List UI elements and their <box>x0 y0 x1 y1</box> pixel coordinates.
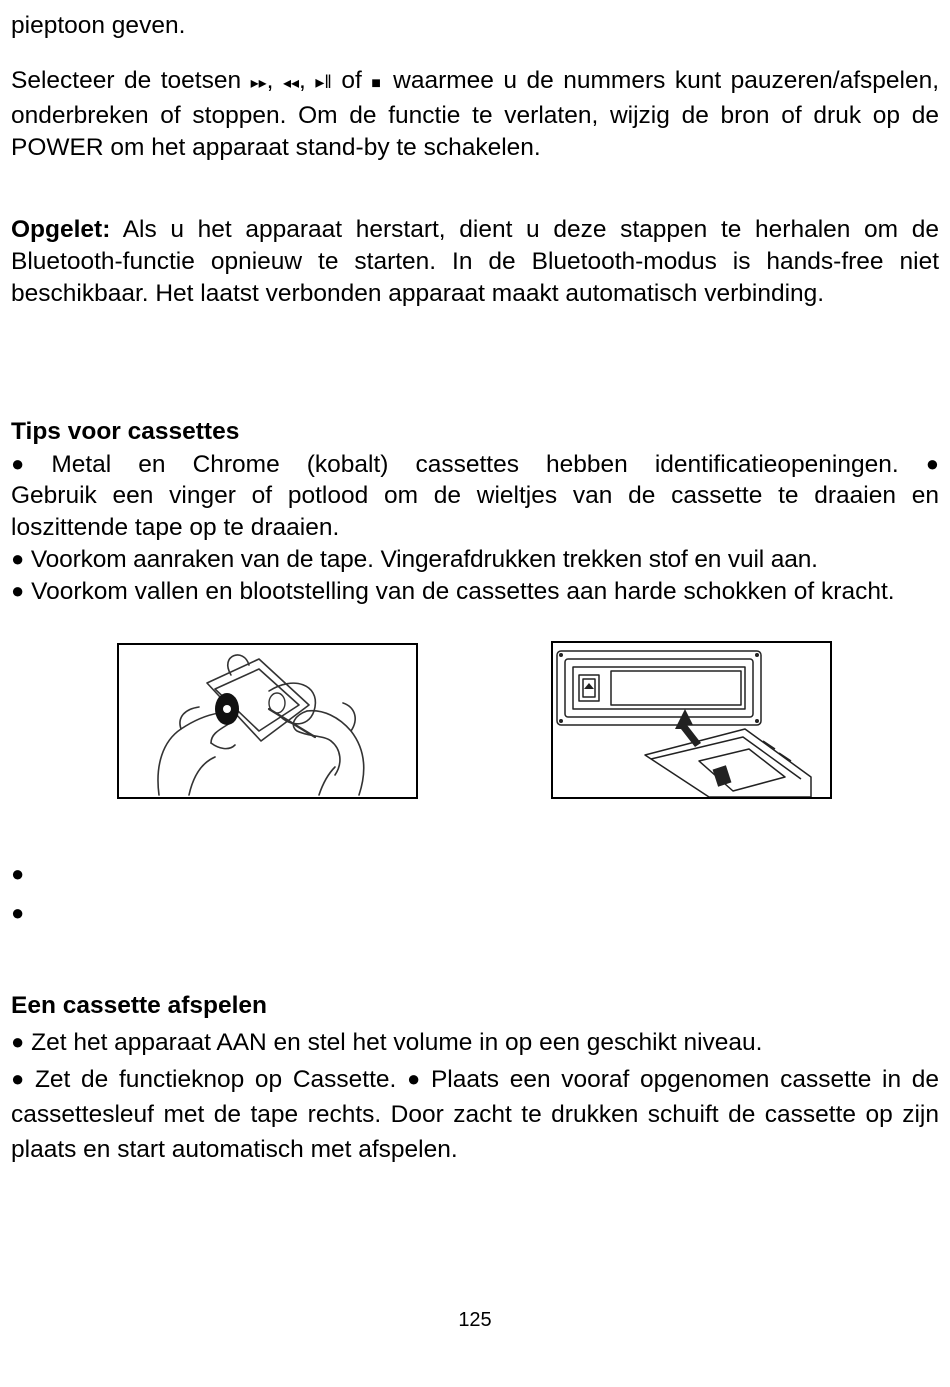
play-cassette-heading: Een cassette afspelen <box>11 992 268 1019</box>
play-text-1: Zet het apparaat AAN en stel het volume in op een geschikt niveau. <box>31 1029 763 1056</box>
warning-paragraph <box>11 214 939 310</box>
bullet-icon: ● <box>11 451 25 476</box>
bullet-icon: ● <box>11 546 25 571</box>
rewind-icon: ◂◂ <box>282 75 300 92</box>
bullet-icon: ● <box>11 1029 25 1054</box>
tip-line-4 <box>11 575 939 608</box>
select-paragraph: Selecteer de toetsen ▸▸, ◂◂, ▸‖ of ■ waarmee u de nummers kunt pauzeren/afspelen, onderbreken of stoppen. Om de functie te verlaten, wijzig de bron of druk op de POWER om het apparaat stand-by te schakelen. <box>11 67 940 161</box>
bullet-icon: ● <box>925 451 939 476</box>
cassette-tips-heading: Tips voor cassettes <box>11 418 240 445</box>
cassette-insertion-illustration <box>551 641 832 799</box>
hand-winding-tape-icon <box>119 645 416 797</box>
tip-text-1: Metal en Chrome (kobalt) cassettes hebben identificatieopeningen. <box>51 451 899 478</box>
page-number: 125 <box>458 1309 492 1331</box>
intro-line: pieptoon geven. <box>11 12 186 39</box>
bullet-icon: ● <box>11 861 25 886</box>
cassette-winding-illustration <box>117 643 418 799</box>
tip-text-4: Voorkom vallen en blootstelling van de cassettes aan harde schokken of kracht. <box>31 578 895 605</box>
fast-forward-icon: ▸▸ <box>250 75 267 92</box>
cassette-slot-icon <box>553 643 830 797</box>
tip-line-3 <box>11 543 950 576</box>
stop-icon: ■ <box>371 75 384 92</box>
play-line-1 <box>11 1026 763 1059</box>
bullet-icon: ● <box>11 900 25 925</box>
bullet-icon: ● <box>11 578 25 603</box>
warning-label: Opgelet: <box>11 216 111 243</box>
play-text-3: Plaats een vooraf opgenomen cassette in de cassettesleuf met de tape rechts. Door zacht te drukken schuift de cassette op zijn plaats en start automatisch met afspelen. <box>11 1066 939 1163</box>
tip-text-2: Gebruik een vinger of potlood om de wieltjes van de cassette te draaien en loszittende tape op te draaien. <box>11 482 939 541</box>
empty-bullet-1 <box>11 858 24 891</box>
play-pause-icon: ▸‖ <box>315 72 332 92</box>
tip-text-3: Voorkom aanraken van de tape. Vingerafdrukken trekken stof en vuil aan. <box>30 546 818 573</box>
bullet-icon: ● <box>11 1066 25 1091</box>
warning-text: Als u het apparaat herstart, dient u deze stappen te herhalen om de Bluetooth-functie opnieuw te starten. In de Bluetooth-modus is hands-free niet beschikbaar. Het laatst verbonden apparaat maakt automatisch verbinding. <box>11 216 939 307</box>
play-paragraph-2 <box>11 1061 939 1167</box>
bullet-icon: ● <box>407 1066 421 1091</box>
empty-bullet-2 <box>11 897 24 930</box>
tip-line-1 <box>11 448 939 481</box>
play-text-2: Zet de functieknop op Cassette. <box>34 1066 397 1093</box>
